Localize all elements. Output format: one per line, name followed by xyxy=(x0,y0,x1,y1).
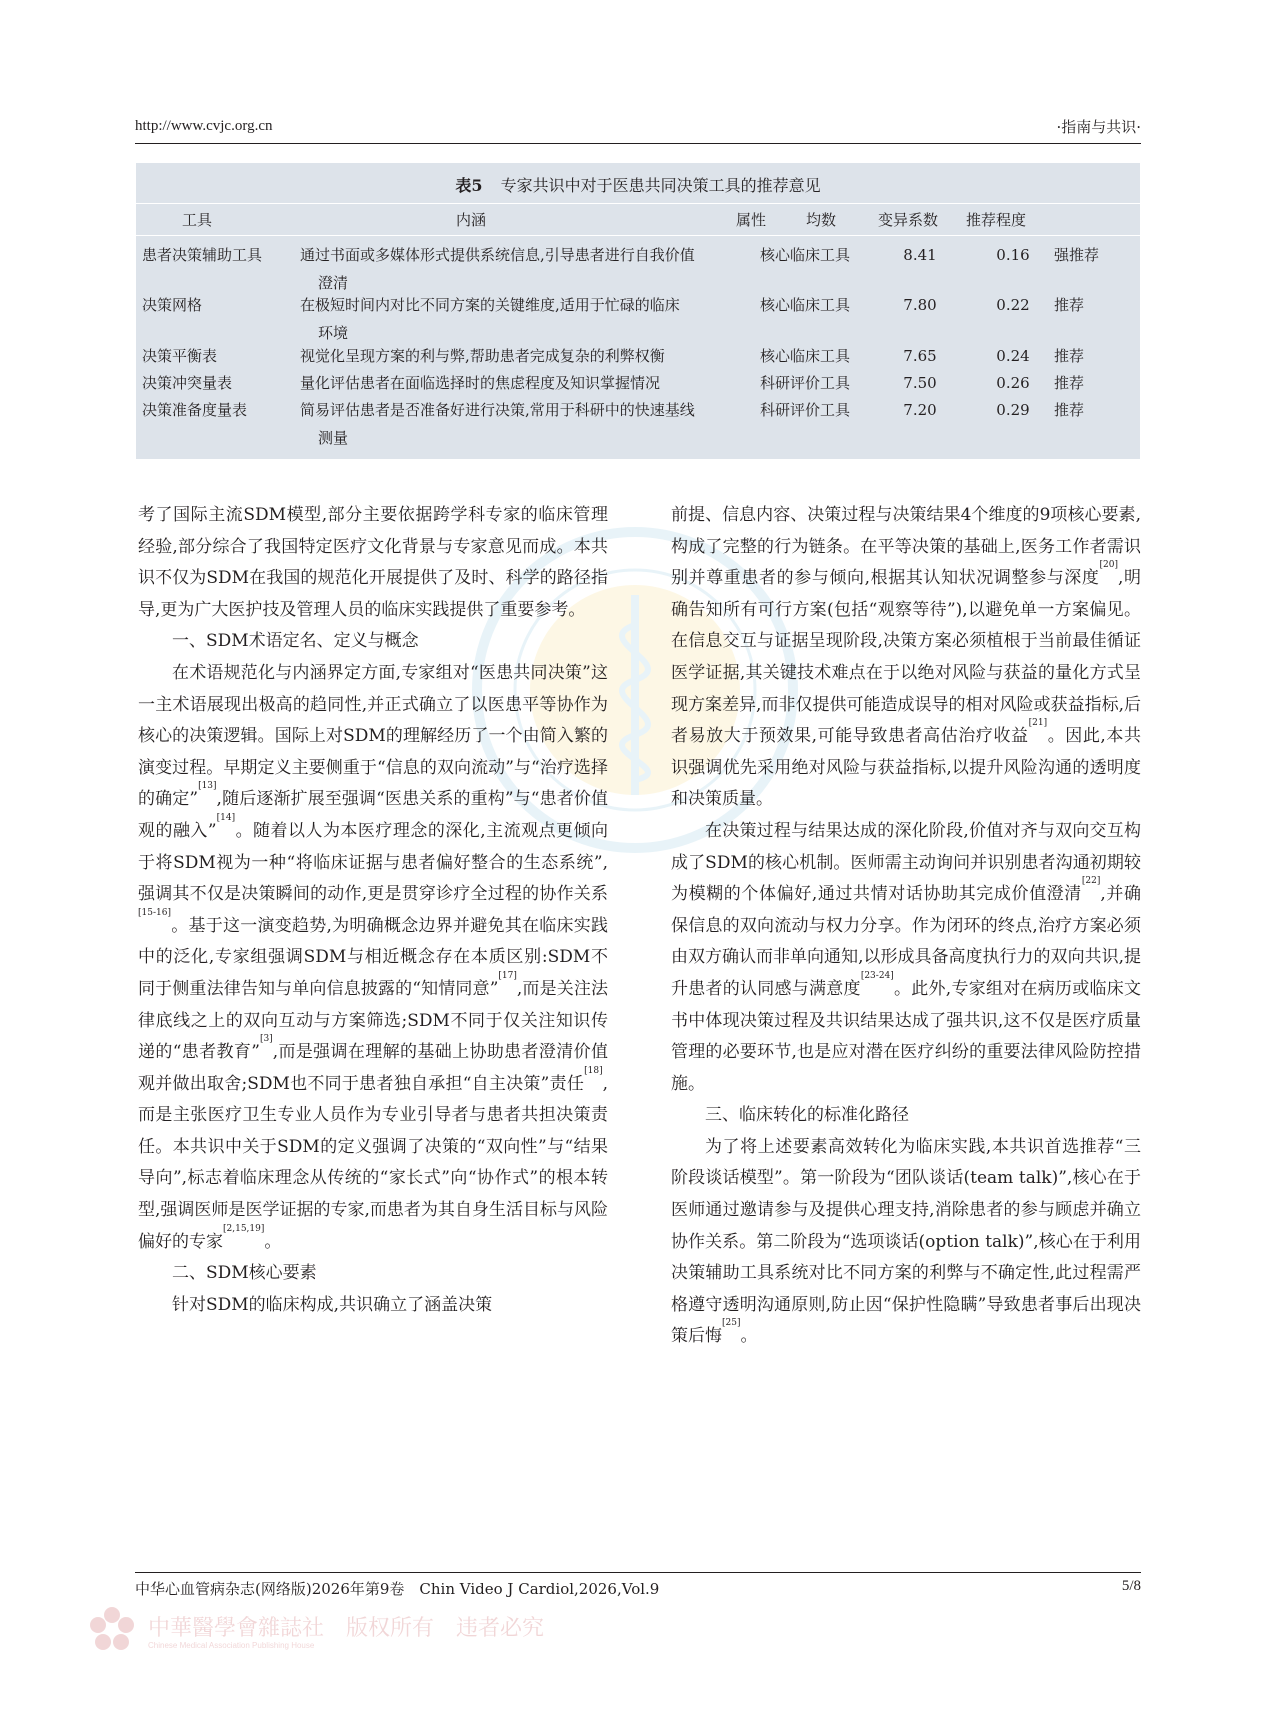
table-row-mean: 7.65 xyxy=(903,347,937,365)
table-row-cv: 0.29 xyxy=(996,401,1030,419)
flower-logo-icon xyxy=(88,1605,136,1653)
footer-rule xyxy=(135,1572,1141,1573)
citation: [15-16] xyxy=(138,907,171,918)
table-row-cv: 0.22 xyxy=(996,296,1030,314)
citation: [23-24] xyxy=(860,970,894,981)
table-row-rec: 推荐 xyxy=(1054,296,1085,314)
citation: [18] xyxy=(584,1065,603,1076)
table-top-rule xyxy=(136,203,1140,204)
table-row-cv: 0.26 xyxy=(996,374,1030,392)
citation: [2,15,19] xyxy=(223,1223,265,1234)
table-row-mean: 7.80 xyxy=(903,296,937,314)
recommendation-table xyxy=(136,163,1140,459)
table-row-rec: 推荐 xyxy=(1054,401,1085,419)
paragraph: 前提、信息内容、决策过程与决策结果4个维度的9项核心要素,构成了完整的行为链条。在平等决策的基础上,医务工作者需识别并尊重患者的参与倾向,根据其认知状况调整参与深度[20],明确告知所有可行方案(包括“观察等待”),以避免单一方案偏见。在信息交互与证据呈现阶段,决策方案必须植根于当前最佳循证医学证据,其关键技术难点在于以绝对风险与获益的量化方式呈现方案差异,而非仅提供可能造成误导的相对风险或获益指标,后者易放大于预效果,可能导致患者高估治疗收益[21]。因此,本共识强调优先采用绝对风险与获益指标,以提升风险沟通的透明度和决策质量。 xyxy=(671,505,1142,810)
table-row-desc: 在极短时间内对比不同方案的关键维度,适用于忙碌的临床 环境 xyxy=(300,296,680,342)
table-row-mean: 8.41 xyxy=(903,246,937,264)
page-number: 5/8 xyxy=(1121,1578,1141,1594)
table-row-cv: 0.16 xyxy=(996,246,1030,264)
table-row-mean: 7.50 xyxy=(903,374,937,392)
table-row-mean: 7.20 xyxy=(903,401,937,419)
table-row-tool: 决策网格 xyxy=(142,296,203,314)
header-rule xyxy=(135,143,1141,144)
table-row-tool: 决策准备度量表 xyxy=(142,401,248,419)
publisher-watermark xyxy=(88,1605,648,1661)
table-row-tool: 患者决策辅助工具 xyxy=(142,246,263,264)
table-row-tool: 决策冲突量表 xyxy=(142,374,233,392)
table-row-tool: 决策平衡表 xyxy=(142,347,218,365)
table-row-attr: 核心临床工具 xyxy=(760,246,851,264)
right-column xyxy=(671,500,1141,1353)
table-label: 表5 xyxy=(455,176,483,195)
paragraph: 针对SDM的临床构成,共识确立了涵盖决策 xyxy=(172,1294,493,1315)
citation: [22] xyxy=(1081,876,1101,887)
section-heading: 一、SDM术语定名、定义与概念 xyxy=(172,631,419,652)
citation: [13] xyxy=(198,781,217,792)
citation: [3] xyxy=(259,1034,273,1045)
table-row-desc: 简易评估患者是否准备好进行决策,常用于科研中的快速基线 测量 xyxy=(300,401,695,447)
table-row-rec: 强推荐 xyxy=(1054,246,1100,264)
publisher-english: Chinese Medical Association Publishing House xyxy=(148,1641,315,1650)
table-row-rec: 推荐 xyxy=(1054,347,1085,365)
section-heading: 二、SDM核心要素 xyxy=(172,1263,317,1284)
paragraph: 为了将上述要素高效转化为临床实践,本共识首选推荐“三阶段谈话模型”。第一阶段为“团队谈话(team talk)”,核心在于医师通过邀请参与及提供心理支持,消除患者的参与顾虑并确立协作关系。第二阶段为“选项谈话(option talk)”,核心在于利用决策辅助工具系统对比不同方案的利弊与不确定性,此过程需严格遵守透明沟通原则,防止因“保护性隐瞒”导致患者事后出现决策后悔[25]。 xyxy=(671,1136,1141,1347)
publisher-name: 中華醫學會雜誌社 版权所有 违者必究 xyxy=(148,1616,545,1641)
table-row-attr: 核心临床工具 xyxy=(760,347,851,365)
col-header-desc: 内涵 xyxy=(456,211,487,229)
citation: [17] xyxy=(498,970,517,981)
col-header-cv: 变异系数 xyxy=(878,211,939,229)
table-row-attr: 科研评价工具 xyxy=(760,401,851,419)
table-row-desc: 视觉化呈现方案的利与弊,帮助患者完成复杂的利弊权衡 xyxy=(300,347,665,365)
col-header-mean: 均数 xyxy=(806,211,837,229)
citation: [25] xyxy=(722,1318,741,1329)
table-title: 专家共识中对于医患共同决策工具的推荐意见 xyxy=(500,176,821,195)
col-header-rec: 推荐程度 xyxy=(966,211,1027,229)
table-header-rule xyxy=(136,235,1140,236)
section-label: ·指南与共识· xyxy=(1056,118,1141,136)
table-row-cv: 0.24 xyxy=(996,347,1030,365)
table-row-desc: 量化评估患者在面临选择时的焦虑程度及知识掌握情况 xyxy=(300,374,661,392)
paragraph: 考了国际主流SDM模型,部分主要依据跨学科专家的临床管理经验,部分综合了我国特定医疗文化背景与专家意见而成。本共识不仅为SDM在我国的规范化开展提供了及时、科学的路径指导,更为广大医护技及管理人员的临床实践提供了重要参考。 xyxy=(138,505,608,620)
table-row-desc: 通过书面或多媒体形式提供系统信息,引导患者进行自我价值 澄清 xyxy=(300,246,695,292)
table-row-rec: 推荐 xyxy=(1054,374,1085,392)
journal-url: http://www.cvjc.org.cn xyxy=(135,118,273,134)
journal-citation: 中华心血管病杂志(网络版)2026年第9卷 Chin Video J Cardiol,2026,Vol.9 xyxy=(135,1580,660,1598)
table-row-attr: 核心临床工具 xyxy=(760,296,851,314)
left-column xyxy=(138,500,608,1321)
paragraph: 在决策过程与结果达成的深化阶段,价值对齐与双向交互构成了SDM的核心机制。医师需主动询问并识别患者沟通初期较为模糊的个体偏好,通过共情对话协助其完成价值澄清[22],并确保信息的双向流动与权力分享。作为闭环的终点,治疗方案必须由双方确认而非单向通知,以形成具备高度执行力的双向共识,提升患者的认同感与满意度[23-24]。此外,专家组对在病历或临床文书中体现决策过程及共识结果达成了强共识,这不仅是医疗质量管理的必要环节,也是应对潜在医疗纠纷的重要法律风险防控措施。 xyxy=(671,820,1142,1094)
citation: [14] xyxy=(216,812,236,823)
col-header-tool: 工具 xyxy=(182,211,213,229)
paragraph: 在术语规范化与内涵界定方面,专家组对“医患共同决策”这一主术语展现出极高的趋同性,并正式确立了以医患平等协作为核心的决策逻辑。国际上对SDM的理解经历了一个由简入繁的演变过程。早期定义主要侧重于“信息的双向流动”与“治疗选择的确定”[13],随后逐渐扩展至强调“医患关系的重构”与“患者价值观的融入”[14]。随着以人为本医疗理念的深化,主流观点更倾向于将SDM视为一种“将临床证据与患者偏好整合的生态系统”,强调其不仅是决策瞬间的动作,更是贯穿诊疗全过程的协作关系[15-16]。基于这一演变趋势,为明确概念边界并避免其在临床实践中的泛化,专家组强调SDM与相近概念存在本质区别:SDM不同于侧重法律告知与单向信息披露的“知情同意”[17],而是关注法律底线之上的双向互动与方案筛选;SDM不同于仅关注知识传递的“患者教育”[3],而是强调在理解的基础上协助患者澄清价值观并做出取舍;SDM也不同于患者独自承担“自主决策”责任[18],而是主张医疗卫生专业人员作为专业引导者与患者共担决策责任。本共识中关于SDM的定义强调了决策的“双向性”与“结果导向”,标志着临床理念从传统的“家长式”向“协作式”的根本转型,强调医师是医学证据的专家,而患者为其自身生活目标与风险偏好的专家[2,15,19]。 xyxy=(138,662,608,1252)
citation: [20] xyxy=(1099,560,1118,571)
table-caption xyxy=(136,173,1140,196)
col-header-attr: 属性 xyxy=(736,211,767,229)
section-heading: 三、临床转化的标准化路径 xyxy=(705,1105,909,1126)
citation: [21] xyxy=(1028,718,1048,729)
table-row-attr: 科研评价工具 xyxy=(760,374,851,392)
